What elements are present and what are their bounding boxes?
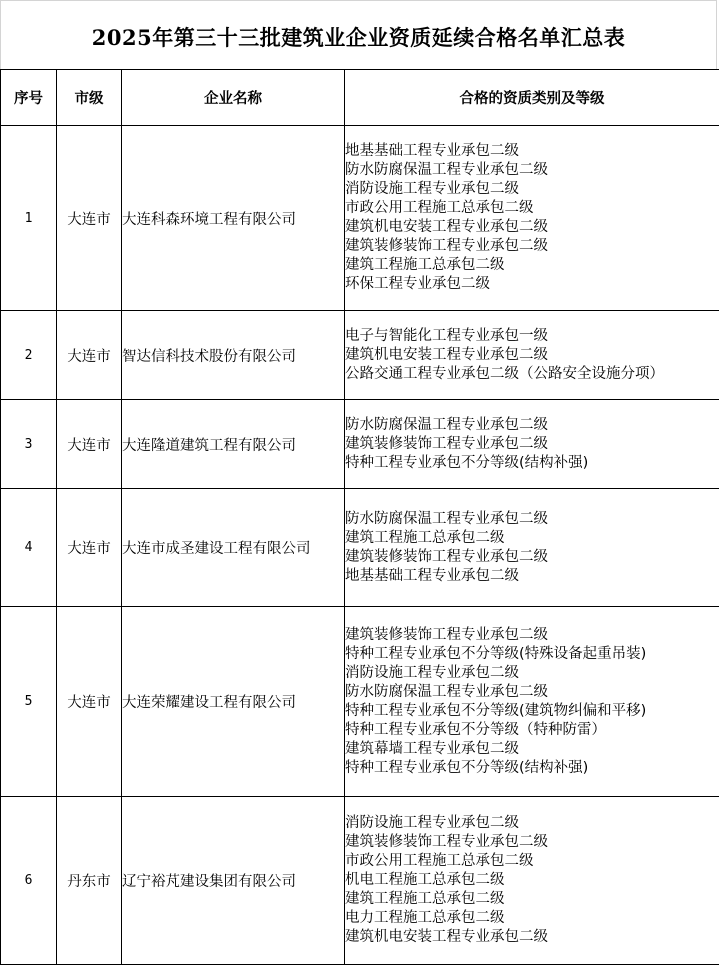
qualifications-cell	[345, 607, 719, 797]
header-city: 市级	[57, 70, 122, 126]
table-row	[1, 311, 719, 400]
qualification-item: 建筑装修装饰工程专业承包二级	[345, 834, 548, 850]
qualification-item: 防水防腐保温工程专业承包二级	[345, 162, 548, 178]
table-row	[1, 797, 719, 965]
qualification-item: 建筑装修装饰工程专业承包二级	[345, 238, 548, 254]
qualification-item: 消防设施工程专业承包二级	[345, 181, 519, 197]
seq-cell: 6	[1, 797, 57, 965]
city-cell: 大连市	[57, 126, 122, 311]
company-cell: 智达信科技术股份有限公司	[122, 311, 345, 400]
qualification-item: 特种工程专业承包不分等级（特种防雷）	[345, 721, 606, 738]
qualification-item: 特种工程专业承包不分等级(结构补强)	[345, 759, 589, 776]
qualifications-cell	[345, 400, 719, 489]
qualification-item: 消防设施工程专业承包二级	[345, 815, 519, 831]
qualification-item: 建筑机电安装工程专业承包二级	[345, 929, 548, 945]
company-cell: 大连科森环境工程有限公司	[122, 126, 345, 311]
company-cell: 大连荣耀建设工程有限公司	[122, 607, 345, 797]
header-row	[1, 70, 719, 126]
qualification-item: 机电工程施工总承包二级	[345, 872, 505, 888]
qualification-item: 建筑机电安装工程专业承包二级	[345, 346, 548, 363]
qualification-item: 地基基础工程专业承包二级	[345, 143, 519, 159]
qualifications-cell	[345, 126, 719, 311]
qualification-item: 公路交通工程专业承包二级（公路安全设施分项）	[345, 365, 664, 382]
qualification-item: 建筑装修装饰工程专业承包二级	[345, 626, 548, 643]
seq-cell: 4	[1, 489, 57, 607]
qualification-item: 防水防腐保温工程专业承包二级	[345, 683, 548, 700]
seq-cell: 1	[1, 126, 57, 311]
qualifications-cell	[345, 311, 719, 400]
title-area	[0, 0, 717, 69]
qualification-item: 特种工程专业承包不分等级(建筑物纠偏和平移)	[345, 702, 647, 719]
table-row	[1, 489, 719, 607]
table-row	[1, 400, 719, 489]
qualification-item: 地基基础工程专业承包二级	[345, 567, 519, 584]
company-cell: 大连市成圣建设工程有限公司	[122, 489, 345, 607]
qualification-table	[0, 69, 719, 965]
qualification-item: 建筑工程施工总承包二级	[345, 529, 505, 546]
qualification-item: 特种工程专业承包不分等级(结构补强)	[345, 454, 589, 471]
qualification-item: 建筑幕墙工程专业承包二级	[345, 740, 519, 757]
document-title: 2025年第三十三批建筑业企业资质延续合格名单汇总表	[91, 24, 626, 50]
header-company: 企业名称	[122, 70, 345, 126]
seq-cell: 5	[1, 607, 57, 797]
qualification-item: 市政公用工程施工总承包二级	[345, 853, 534, 869]
seq-cell: 2	[1, 311, 57, 400]
city-cell: 大连市	[57, 400, 122, 489]
qualification-item: 建筑装修装饰工程专业承包二级	[345, 548, 548, 565]
company-cell: 大连隆道建筑工程有限公司	[122, 400, 345, 489]
city-cell: 大连市	[57, 607, 122, 797]
seq-cell: 3	[1, 400, 57, 489]
qualification-item: 环保工程专业承包二级	[345, 276, 490, 292]
qualification-item: 市政公用工程施工总承包二级	[345, 200, 534, 216]
qualification-item: 建筑装修装饰工程专业承包二级	[345, 435, 548, 452]
city-cell: 大连市	[57, 311, 122, 400]
qualifications-cell	[345, 797, 719, 965]
qualification-item: 特种工程专业承包不分等级(特殊设备起重吊装)	[345, 645, 647, 662]
qualification-item: 防水防腐保温工程专业承包二级	[345, 416, 548, 433]
table-row	[1, 126, 719, 311]
city-cell: 大连市	[57, 489, 122, 607]
qualification-item: 消防设施工程专业承包二级	[345, 664, 519, 681]
qualification-item: 建筑机电安装工程专业承包二级	[345, 219, 548, 235]
qualification-item: 电力工程施工总承包二级	[345, 910, 505, 926]
qualification-item: 电子与智能化工程专业承包一级	[345, 327, 548, 344]
qualification-item: 建筑工程施工总承包二级	[345, 891, 505, 907]
qualifications-cell	[345, 489, 719, 607]
header-seq: 序号	[1, 70, 57, 126]
qualification-item: 防水防腐保温工程专业承包二级	[345, 510, 548, 527]
company-cell: 辽宁裕芃建设集团有限公司	[122, 797, 345, 965]
header-qualifications: 合格的资质类别及等级	[345, 70, 719, 126]
qualification-item: 建筑工程施工总承包二级	[345, 257, 505, 273]
city-cell: 丹东市	[57, 797, 122, 965]
table-row	[1, 607, 719, 797]
